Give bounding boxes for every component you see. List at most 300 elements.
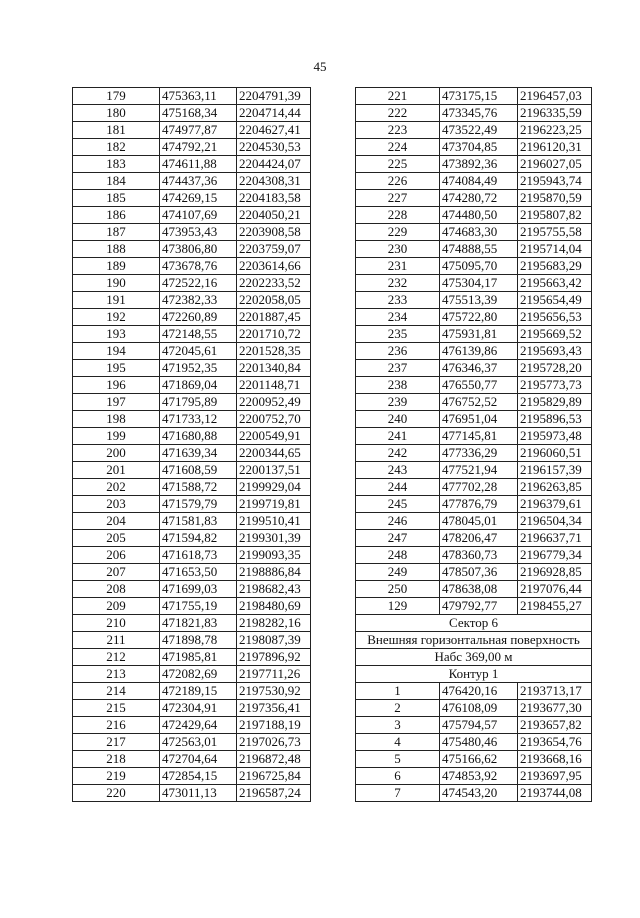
- point-number-cell: 205: [73, 530, 160, 547]
- x-coordinate-cell: 477876,79: [440, 496, 518, 513]
- sector-title: Сектор 6: [356, 615, 592, 632]
- y-coordinate-cell: 2196725,84: [237, 768, 311, 785]
- y-coordinate-cell: 2201148,71: [237, 377, 311, 394]
- y-coordinate-cell: 2203908,58: [237, 224, 311, 241]
- table-row: [356, 207, 592, 224]
- y-coordinate-cell: 2193697,95: [518, 768, 592, 785]
- y-coordinate-cell: 2204308,31: [237, 173, 311, 190]
- x-coordinate-cell: 474853,92: [440, 768, 518, 785]
- x-coordinate-cell: 476550,77: [440, 377, 518, 394]
- y-coordinate-cell: 2195663,42: [518, 275, 592, 292]
- point-number-cell: 216: [73, 717, 160, 734]
- point-number-cell: 209: [73, 598, 160, 615]
- point-number-cell: 211: [73, 632, 160, 649]
- table-row: [73, 547, 311, 564]
- x-coordinate-cell: 471581,83: [160, 513, 237, 530]
- y-coordinate-cell: 2204424,07: [237, 156, 311, 173]
- y-coordinate-cell: 2199719,81: [237, 496, 311, 513]
- y-coordinate-cell: 2202058,05: [237, 292, 311, 309]
- point-number-cell: 206: [73, 547, 160, 564]
- x-coordinate-cell: 472304,91: [160, 700, 237, 717]
- y-coordinate-cell: 2196457,03: [518, 88, 592, 105]
- x-coordinate-cell: 471618,73: [160, 547, 237, 564]
- table-row: [73, 751, 311, 768]
- point-number-cell: 237: [356, 360, 440, 377]
- table-row: [356, 717, 592, 734]
- point-number-cell: 236: [356, 343, 440, 360]
- table-row: [73, 530, 311, 547]
- x-coordinate-cell: 473678,76: [160, 258, 237, 275]
- x-coordinate-cell: 472382,33: [160, 292, 237, 309]
- point-number-cell: 192: [73, 309, 160, 326]
- x-coordinate-cell: 473892,36: [440, 156, 518, 173]
- table-row: [73, 666, 311, 683]
- y-coordinate-cell: 2204714,44: [237, 105, 311, 122]
- table-row: [73, 564, 311, 581]
- y-coordinate-cell: 2203614,66: [237, 258, 311, 275]
- point-number-cell: 212: [73, 649, 160, 666]
- x-coordinate-cell: 472429,64: [160, 717, 237, 734]
- point-number-cell: 7: [356, 785, 440, 802]
- x-coordinate-cell: 473011,13: [160, 785, 237, 802]
- y-coordinate-cell: 2193744,08: [518, 785, 592, 802]
- table-row: [73, 785, 311, 802]
- x-coordinate-cell: 471699,03: [160, 581, 237, 598]
- x-coordinate-cell: 475363,11: [160, 88, 237, 105]
- point-number-cell: 195: [73, 360, 160, 377]
- x-coordinate-cell: 476752,52: [440, 394, 518, 411]
- point-number-cell: 189: [73, 258, 160, 275]
- x-coordinate-cell: 475168,34: [160, 105, 237, 122]
- table-row: [73, 632, 311, 649]
- table-row: [73, 462, 311, 479]
- coordinates-table-left: [72, 87, 311, 802]
- table-row: [73, 445, 311, 462]
- point-number-cell: 221: [356, 88, 440, 105]
- x-coordinate-cell: 474280,72: [440, 190, 518, 207]
- x-coordinate-cell: 471733,12: [160, 411, 237, 428]
- point-number-cell: 242: [356, 445, 440, 462]
- x-coordinate-cell: 474437,36: [160, 173, 237, 190]
- point-number-cell: 185: [73, 190, 160, 207]
- y-coordinate-cell: 2204050,21: [237, 207, 311, 224]
- x-coordinate-cell: 471639,34: [160, 445, 237, 462]
- y-coordinate-cell: 2198282,16: [237, 615, 311, 632]
- table-row: [356, 700, 592, 717]
- point-number-cell: 248: [356, 547, 440, 564]
- point-number-cell: 218: [73, 751, 160, 768]
- y-coordinate-cell: 2195654,49: [518, 292, 592, 309]
- table-row: [356, 292, 592, 309]
- table-row: [73, 598, 311, 615]
- point-number-cell: 227: [356, 190, 440, 207]
- y-coordinate-cell: 2195728,20: [518, 360, 592, 377]
- x-coordinate-cell: 478507,36: [440, 564, 518, 581]
- x-coordinate-cell: 474269,15: [160, 190, 237, 207]
- y-coordinate-cell: 2195714,04: [518, 241, 592, 258]
- point-number-cell: 210: [73, 615, 160, 632]
- x-coordinate-cell: 471821,83: [160, 615, 237, 632]
- table-row: [73, 88, 311, 105]
- table-row: [73, 275, 311, 292]
- y-coordinate-cell: 2193677,30: [518, 700, 592, 717]
- y-coordinate-cell: 2199510,41: [237, 513, 311, 530]
- point-number-cell: 207: [73, 564, 160, 581]
- table-row: [73, 139, 311, 156]
- point-number-cell: 230: [356, 241, 440, 258]
- y-coordinate-cell: 2195773,73: [518, 377, 592, 394]
- x-coordinate-cell: 471985,81: [160, 649, 237, 666]
- y-coordinate-cell: 2201528,35: [237, 343, 311, 360]
- point-number-cell: 217: [73, 734, 160, 751]
- y-coordinate-cell: 2200549,91: [237, 428, 311, 445]
- point-number-cell: 240: [356, 411, 440, 428]
- table-row: [73, 615, 311, 632]
- table-row: [356, 377, 592, 394]
- table-row: [73, 326, 311, 343]
- table-row: [356, 751, 592, 768]
- point-number-cell: 184: [73, 173, 160, 190]
- x-coordinate-cell: 474888,55: [440, 241, 518, 258]
- table-row: [73, 190, 311, 207]
- y-coordinate-cell: 2196779,34: [518, 547, 592, 564]
- x-coordinate-cell: 471579,79: [160, 496, 237, 513]
- x-coordinate-cell: 476420,16: [440, 683, 518, 700]
- y-coordinate-cell: 2200752,70: [237, 411, 311, 428]
- point-number-cell: 214: [73, 683, 160, 700]
- y-coordinate-cell: 2196928,85: [518, 564, 592, 581]
- x-coordinate-cell: 475722,80: [440, 309, 518, 326]
- y-coordinate-cell: 2198886,84: [237, 564, 311, 581]
- page-number: 45: [313, 59, 327, 74]
- x-coordinate-cell: 474683,30: [440, 224, 518, 241]
- point-number-cell: 6: [356, 768, 440, 785]
- table-row: [356, 258, 592, 275]
- table-row: [356, 734, 592, 751]
- y-coordinate-cell: 2195943,74: [518, 173, 592, 190]
- point-number-cell: 246: [356, 513, 440, 530]
- y-coordinate-cell: 2204183,58: [237, 190, 311, 207]
- x-coordinate-cell: 471588,72: [160, 479, 237, 496]
- x-coordinate-cell: 471898,78: [160, 632, 237, 649]
- y-coordinate-cell: 2195870,59: [518, 190, 592, 207]
- x-coordinate-cell: 471795,89: [160, 394, 237, 411]
- table-row: [73, 241, 311, 258]
- point-number-cell: 204: [73, 513, 160, 530]
- table-row: [356, 241, 592, 258]
- table-row: [356, 785, 592, 802]
- x-coordinate-cell: 472704,64: [160, 751, 237, 768]
- table-row: [356, 428, 592, 445]
- x-coordinate-cell: 476346,37: [440, 360, 518, 377]
- table-row: [73, 173, 311, 190]
- table-row: [356, 564, 592, 581]
- table-row: [73, 717, 311, 734]
- x-coordinate-cell: 474107,69: [160, 207, 237, 224]
- y-coordinate-cell: 2201887,45: [237, 309, 311, 326]
- y-coordinate-cell: 2196263,85: [518, 479, 592, 496]
- y-coordinate-cell: 2193713,17: [518, 683, 592, 700]
- y-coordinate-cell: 2198087,39: [237, 632, 311, 649]
- table-row: [356, 513, 592, 530]
- table-row: [356, 530, 592, 547]
- point-number-cell: 244: [356, 479, 440, 496]
- point-number-cell: 186: [73, 207, 160, 224]
- contour-title: Контур 1: [356, 666, 592, 683]
- y-coordinate-cell: 2197896,92: [237, 649, 311, 666]
- y-coordinate-cell: 2204791,39: [237, 88, 311, 105]
- table-row: [356, 496, 592, 513]
- point-number-cell: 247: [356, 530, 440, 547]
- y-coordinate-cell: 2195669,52: [518, 326, 592, 343]
- table-row: [73, 768, 311, 785]
- table-row: [73, 496, 311, 513]
- point-number-cell: 183: [73, 156, 160, 173]
- y-coordinate-cell: 2196157,39: [518, 462, 592, 479]
- y-coordinate-cell: 2197530,92: [237, 683, 311, 700]
- point-number-cell: 208: [73, 581, 160, 598]
- point-number-cell: 199: [73, 428, 160, 445]
- y-coordinate-cell: 2193654,76: [518, 734, 592, 751]
- y-coordinate-cell: 2201710,72: [237, 326, 311, 343]
- table-row: [73, 513, 311, 530]
- point-number-cell: 5: [356, 751, 440, 768]
- point-number-cell: 231: [356, 258, 440, 275]
- y-coordinate-cell: 2196504,34: [518, 513, 592, 530]
- point-number-cell: 219: [73, 768, 160, 785]
- point-number-cell: 196: [73, 377, 160, 394]
- table-row: [356, 462, 592, 479]
- x-coordinate-cell: 471653,50: [160, 564, 237, 581]
- x-coordinate-cell: 471608,59: [160, 462, 237, 479]
- contour-title-row: [356, 666, 592, 683]
- y-coordinate-cell: 2200344,65: [237, 445, 311, 462]
- table-row: [356, 275, 592, 292]
- table-row: [356, 122, 592, 139]
- point-number-cell: 203: [73, 496, 160, 513]
- table-row: [73, 479, 311, 496]
- y-coordinate-cell: 2196027,05: [518, 156, 592, 173]
- table-row: [356, 173, 592, 190]
- x-coordinate-cell: 478045,01: [440, 513, 518, 530]
- table-row: [356, 394, 592, 411]
- table-row: [356, 88, 592, 105]
- y-coordinate-cell: 2196379,61: [518, 496, 592, 513]
- point-number-cell: 187: [73, 224, 160, 241]
- y-coordinate-cell: 2195896,53: [518, 411, 592, 428]
- point-number-cell: 232: [356, 275, 440, 292]
- point-number-cell: 241: [356, 428, 440, 445]
- table-row: [356, 547, 592, 564]
- table-row: [356, 139, 592, 156]
- point-number-cell: 193: [73, 326, 160, 343]
- x-coordinate-cell: 471869,04: [160, 377, 237, 394]
- point-number-cell: 239: [356, 394, 440, 411]
- y-coordinate-cell: 2195973,48: [518, 428, 592, 445]
- table-row: [356, 360, 592, 377]
- x-coordinate-cell: 472522,16: [160, 275, 237, 292]
- point-number-cell: 3: [356, 717, 440, 734]
- x-coordinate-cell: 477521,94: [440, 462, 518, 479]
- x-coordinate-cell: 472189,15: [160, 683, 237, 700]
- point-number-cell: 224: [356, 139, 440, 156]
- sector-title-row: [356, 615, 592, 632]
- point-number-cell: 191: [73, 292, 160, 309]
- x-coordinate-cell: 472082,69: [160, 666, 237, 683]
- point-number-cell: 179: [73, 88, 160, 105]
- y-coordinate-cell: 2196637,71: [518, 530, 592, 547]
- table-row: [356, 156, 592, 173]
- x-coordinate-cell: 475480,46: [440, 734, 518, 751]
- point-number-cell: 188: [73, 241, 160, 258]
- table-row: [356, 683, 592, 700]
- y-coordinate-cell: 2202233,52: [237, 275, 311, 292]
- x-coordinate-cell: 471755,19: [160, 598, 237, 615]
- point-number-cell: 215: [73, 700, 160, 717]
- point-number-cell: 233: [356, 292, 440, 309]
- x-coordinate-cell: 473704,85: [440, 139, 518, 156]
- table-row: [73, 377, 311, 394]
- height-label: Набс 369,00 м: [356, 649, 592, 666]
- x-coordinate-cell: 471594,82: [160, 530, 237, 547]
- x-coordinate-cell: 476951,04: [440, 411, 518, 428]
- y-coordinate-cell: 2195683,29: [518, 258, 592, 275]
- point-number-cell: 249: [356, 564, 440, 581]
- x-coordinate-cell: 473953,43: [160, 224, 237, 241]
- y-coordinate-cell: 2198682,43: [237, 581, 311, 598]
- y-coordinate-cell: 2196587,24: [237, 785, 311, 802]
- point-number-cell: 235: [356, 326, 440, 343]
- x-coordinate-cell: 474977,87: [160, 122, 237, 139]
- x-coordinate-cell: 475095,70: [440, 258, 518, 275]
- point-number-cell: 225: [356, 156, 440, 173]
- point-number-cell: 129: [356, 598, 440, 615]
- x-coordinate-cell: 479792,77: [440, 598, 518, 615]
- table-row: [356, 768, 592, 785]
- table-row: [73, 122, 311, 139]
- table-row: [73, 428, 311, 445]
- x-coordinate-cell: 478638,08: [440, 581, 518, 598]
- surface-title: Внешняя горизонтальная поверхность: [356, 632, 592, 649]
- y-coordinate-cell: 2195755,58: [518, 224, 592, 241]
- y-coordinate-cell: 2197711,26: [237, 666, 311, 683]
- point-number-cell: 200: [73, 445, 160, 462]
- y-coordinate-cell: 2193657,82: [518, 717, 592, 734]
- y-coordinate-cell: 2196335,59: [518, 105, 592, 122]
- x-coordinate-cell: 472148,55: [160, 326, 237, 343]
- x-coordinate-cell: 473345,76: [440, 105, 518, 122]
- y-coordinate-cell: 2199301,39: [237, 530, 311, 547]
- x-coordinate-cell: 471952,35: [160, 360, 237, 377]
- table-row: [73, 360, 311, 377]
- point-number-cell: 190: [73, 275, 160, 292]
- point-number-cell: 180: [73, 105, 160, 122]
- table-row: [356, 105, 592, 122]
- y-coordinate-cell: 2201340,84: [237, 360, 311, 377]
- point-number-cell: 243: [356, 462, 440, 479]
- table-row: [73, 394, 311, 411]
- x-coordinate-cell: 472854,15: [160, 768, 237, 785]
- y-coordinate-cell: 2200137,51: [237, 462, 311, 479]
- x-coordinate-cell: 471680,88: [160, 428, 237, 445]
- table-row: [73, 734, 311, 751]
- point-number-cell: 194: [73, 343, 160, 360]
- x-coordinate-cell: 474792,21: [160, 139, 237, 156]
- point-number-cell: 250: [356, 581, 440, 598]
- y-coordinate-cell: 2200952,49: [237, 394, 311, 411]
- x-coordinate-cell: 477702,28: [440, 479, 518, 496]
- table-row: [356, 445, 592, 462]
- table-row: [356, 190, 592, 207]
- table-row: [73, 156, 311, 173]
- x-coordinate-cell: 477145,81: [440, 428, 518, 445]
- y-coordinate-cell: 2195829,89: [518, 394, 592, 411]
- point-number-cell: 197: [73, 394, 160, 411]
- y-coordinate-cell: 2195807,82: [518, 207, 592, 224]
- x-coordinate-cell: 475794,57: [440, 717, 518, 734]
- table-row: [356, 598, 592, 615]
- y-coordinate-cell: 2198480,69: [237, 598, 311, 615]
- x-coordinate-cell: 472260,89: [160, 309, 237, 326]
- y-coordinate-cell: 2197026,73: [237, 734, 311, 751]
- y-coordinate-cell: 2196120,31: [518, 139, 592, 156]
- point-number-cell: 198: [73, 411, 160, 428]
- table-row: [356, 411, 592, 428]
- table-row: [73, 207, 311, 224]
- x-coordinate-cell: 476108,09: [440, 700, 518, 717]
- point-number-cell: 220: [73, 785, 160, 802]
- point-number-cell: 1: [356, 683, 440, 700]
- x-coordinate-cell: 472563,01: [160, 734, 237, 751]
- table-row: [73, 700, 311, 717]
- point-number-cell: 4: [356, 734, 440, 751]
- y-coordinate-cell: 2197076,44: [518, 581, 592, 598]
- table-row: [73, 224, 311, 241]
- table-row: [73, 683, 311, 700]
- x-coordinate-cell: 474611,88: [160, 156, 237, 173]
- x-coordinate-cell: 477336,29: [440, 445, 518, 462]
- y-coordinate-cell: 2196060,51: [518, 445, 592, 462]
- table-row: [356, 326, 592, 343]
- height-label-row: [356, 649, 592, 666]
- table-row: [73, 309, 311, 326]
- x-coordinate-cell: 474543,20: [440, 785, 518, 802]
- table-row: [356, 581, 592, 598]
- coordinates-table-right: [355, 87, 592, 802]
- point-number-cell: 229: [356, 224, 440, 241]
- table-row: [356, 343, 592, 360]
- table-row: [73, 411, 311, 428]
- y-coordinate-cell: 2195656,53: [518, 309, 592, 326]
- table-row: [73, 649, 311, 666]
- point-number-cell: 182: [73, 139, 160, 156]
- y-coordinate-cell: 2195693,43: [518, 343, 592, 360]
- x-coordinate-cell: 475513,39: [440, 292, 518, 309]
- y-coordinate-cell: 2196872,48: [237, 751, 311, 768]
- x-coordinate-cell: 474480,50: [440, 207, 518, 224]
- table-row: [356, 479, 592, 496]
- point-number-cell: 181: [73, 122, 160, 139]
- x-coordinate-cell: 475166,62: [440, 751, 518, 768]
- table-row: [73, 258, 311, 275]
- point-number-cell: 245: [356, 496, 440, 513]
- y-coordinate-cell: 2193668,16: [518, 751, 592, 768]
- x-coordinate-cell: 474084,49: [440, 173, 518, 190]
- table-row: [73, 292, 311, 309]
- table-row: [73, 581, 311, 598]
- surface-title-row: [356, 632, 592, 649]
- point-number-cell: 226: [356, 173, 440, 190]
